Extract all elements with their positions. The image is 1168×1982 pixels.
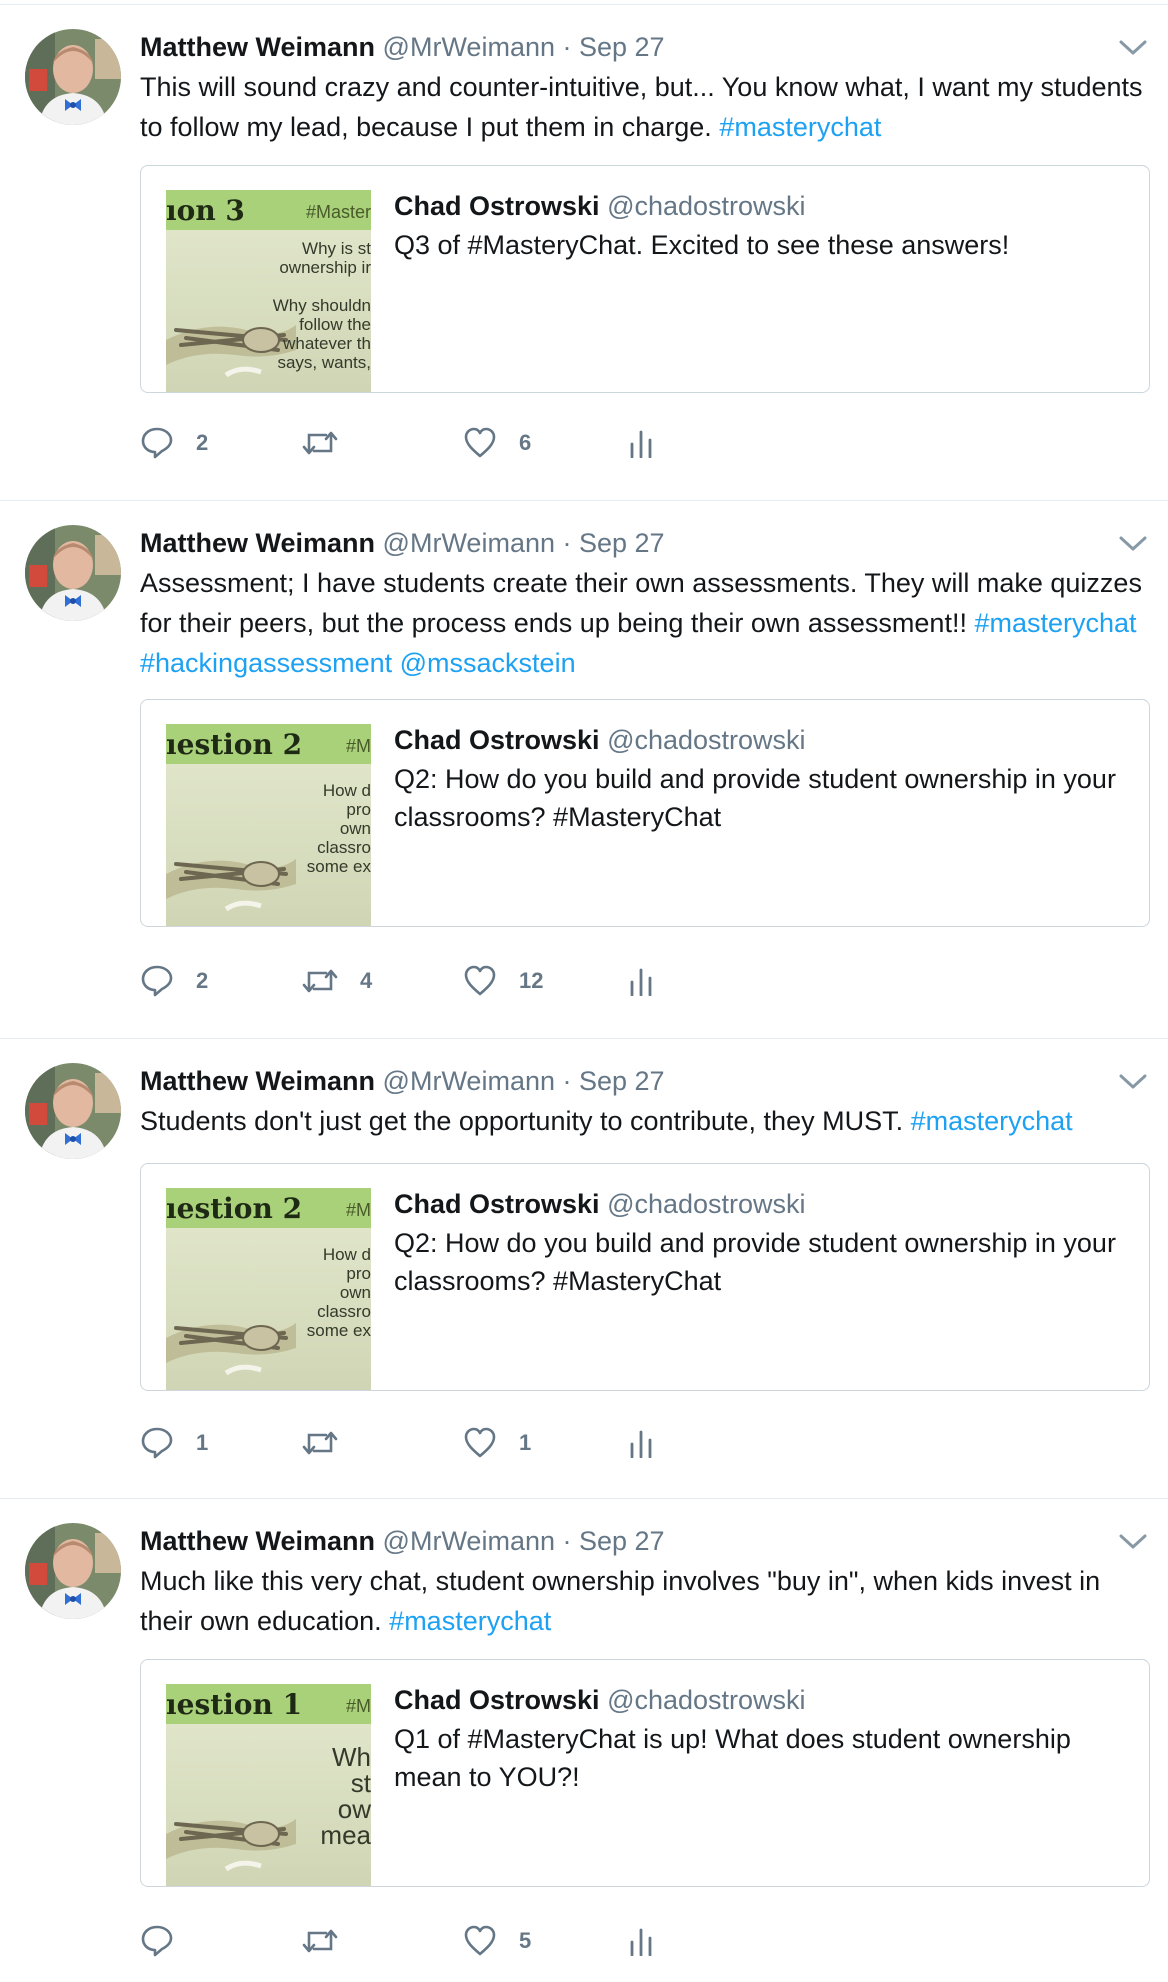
- tweet-text: [140, 1101, 1150, 1141]
- reply-button[interactable]: [140, 1921, 196, 1961]
- retweet-arrows-icon: [302, 1428, 338, 1458]
- heart-outline-icon: [463, 1925, 497, 1957]
- quoted-author-name[interactable]: Chad Ostrowski: [394, 191, 600, 221]
- quoted-author-handle[interactable]: @chadostrowski: [607, 725, 806, 755]
- tweet-text-segment: Much like this very chat, student ownership involves "buy in", when kids invest in their own education.: [140, 1566, 1101, 1636]
- reply-button[interactable]: [140, 423, 208, 463]
- image-caption-line: pro: [346, 800, 371, 819]
- tweet-date[interactable]: Sep 27: [579, 1066, 665, 1096]
- separator-dot: ·: [555, 528, 579, 558]
- reply-count: 2: [196, 968, 209, 993]
- quoted-tweet-text: Q1 of #MasteryChat is up! What does student ownership mean to YOU?!: [394, 1724, 1071, 1792]
- image-caption-line: some ex: [306, 857, 371, 876]
- retweet-button[interactable]: [302, 1423, 360, 1463]
- bar-chart-icon: [628, 428, 654, 458]
- reply-button[interactable]: [140, 1423, 208, 1463]
- image-caption-line: ownership ir: [279, 258, 371, 277]
- like-count: 5: [519, 1928, 532, 1953]
- author-name[interactable]: Matthew Weimann: [140, 528, 376, 558]
- like-button[interactable]: [463, 1921, 531, 1961]
- tweet[interactable]: [0, 500, 1168, 1038]
- image-hashtag-text: #Master: [305, 202, 371, 222]
- retweet-button[interactable]: [302, 961, 372, 1001]
- image-caption-line: How d: [322, 1245, 371, 1264]
- tweet-date[interactable]: Sep 27: [579, 32, 665, 62]
- tweet-text-segment: This will sound crazy and counter-intuitive, but... You know what, I want my students to follow my lead, because I put them in charge.: [140, 72, 1143, 142]
- chevron-down-icon[interactable]: [1118, 1531, 1148, 1553]
- quoted-tweet-text: Q3 of #MasteryChat. Excited to see these answers!: [394, 230, 1010, 260]
- tweet-actions: [140, 1921, 1040, 1961]
- image-caption-line: some ex: [306, 1321, 371, 1340]
- tweet-header: [140, 31, 665, 63]
- image-caption-line: classro: [317, 1302, 371, 1321]
- retweet-arrows-icon: [302, 428, 338, 458]
- image-caption-line: says, wants,: [277, 353, 371, 372]
- tweet-actions: [140, 961, 1040, 1001]
- quoted-tweet-card[interactable]: [140, 1163, 1150, 1391]
- like-button[interactable]: [463, 1423, 531, 1463]
- like-button[interactable]: [463, 423, 531, 463]
- retweet-count: 4: [360, 968, 373, 993]
- image-title-text: ıestion 2: [166, 728, 303, 761]
- image-hashtag-text: #M: [345, 736, 371, 756]
- image-caption-line: st: [350, 1768, 371, 1798]
- avatar[interactable]: [25, 29, 121, 125]
- tweet-text-segment: Assessment; I have students create their own assessments. They will make quizzes for their peers, but the process ends up being their own assessment!!: [140, 568, 1142, 638]
- quoted-tweet-image[interactable]: [166, 724, 371, 927]
- image-title-text: ıon 3: [166, 194, 245, 227]
- author-handle[interactable]: @MrWeimann: [382, 32, 555, 62]
- chevron-down-icon[interactable]: [1118, 1071, 1148, 1093]
- tweet[interactable]: [0, 1038, 1168, 1498]
- heart-outline-icon: [463, 1427, 497, 1459]
- chevron-down-icon[interactable]: [1118, 533, 1148, 555]
- quoted-tweet-image[interactable]: [166, 1188, 371, 1391]
- avatar[interactable]: [25, 525, 121, 621]
- like-count: 1: [519, 1430, 532, 1455]
- hashtag-link[interactable]: #masterychat #hackingassessment @mssackstein: [140, 608, 1137, 678]
- separator-dot: ·: [555, 1066, 579, 1096]
- speech-bubble-icon: [140, 964, 174, 998]
- tweet-date[interactable]: Sep 27: [579, 1526, 665, 1556]
- image-caption-line: whatever th: [283, 334, 371, 353]
- image-caption-line: own: [339, 1283, 371, 1302]
- quoted-tweet-card[interactable]: [140, 699, 1150, 927]
- heart-outline-icon: [463, 965, 497, 997]
- quoted-tweet-image[interactable]: [166, 190, 371, 393]
- image-caption-line: ow: [337, 1794, 371, 1824]
- quoted-author-handle[interactable]: @chadostrowski: [607, 1189, 806, 1219]
- bar-chart-icon: [628, 1428, 654, 1458]
- separator-dot: ·: [555, 32, 579, 62]
- retweet-arrows-icon: [302, 966, 338, 996]
- reply-count: 1: [196, 1430, 209, 1455]
- author-handle[interactable]: @MrWeimann: [382, 1066, 555, 1096]
- quoted-tweet-image[interactable]: [166, 1684, 371, 1887]
- image-caption-line: How d: [322, 781, 371, 800]
- image-caption-line: own: [339, 819, 371, 838]
- analytics-button[interactable]: [628, 961, 676, 1001]
- analytics-button[interactable]: [628, 423, 676, 463]
- image-hashtag-text: #M: [345, 1200, 371, 1220]
- author-name[interactable]: Matthew Weimann: [140, 1066, 376, 1096]
- quoted-tweet-header: [394, 724, 806, 756]
- retweet-arrows-icon: [302, 1926, 338, 1956]
- image-caption-line: follow the: [299, 315, 371, 334]
- tweet-date[interactable]: Sep 27: [579, 528, 665, 558]
- quoted-author-name[interactable]: Chad Ostrowski: [394, 1189, 600, 1219]
- image-caption-line: pro: [346, 1264, 371, 1283]
- like-button[interactable]: [463, 961, 543, 1001]
- tweet-header: [140, 527, 665, 559]
- quoted-author-name[interactable]: Chad Ostrowski: [394, 725, 600, 755]
- image-title-text: ıestion 1: [166, 1688, 303, 1721]
- quoted-author-handle[interactable]: @chadostrowski: [607, 1685, 806, 1715]
- quoted-tweet-card[interactable]: [140, 165, 1150, 393]
- tweet-text: [140, 67, 1150, 147]
- quoted-tweet-text: Q2: How do you build and provide student ownership in your classrooms? #MasteryChat: [394, 1228, 1116, 1296]
- quoted-author-name[interactable]: Chad Ostrowski: [394, 1685, 600, 1715]
- speech-bubble-icon: [140, 426, 174, 460]
- image-title-text: ıestion 2: [166, 1192, 303, 1225]
- bar-chart-icon: [628, 1926, 654, 1956]
- quoted-author-handle[interactable]: @chadostrowski: [607, 191, 806, 221]
- like-count: 12: [519, 968, 544, 993]
- like-count: 6: [519, 430, 532, 455]
- tweet[interactable]: [0, 1498, 1168, 1982]
- separator-dot: ·: [555, 1526, 579, 1556]
- image-caption-line: classro: [317, 838, 371, 857]
- quoted-tweet-text: Q2: How do you build and provide student ownership in your classrooms? #MasteryChat: [394, 764, 1116, 832]
- tweet-text: [140, 1561, 1150, 1641]
- quoted-tweet-header: [394, 190, 806, 222]
- author-name[interactable]: Matthew Weimann: [140, 32, 376, 62]
- tweet-actions: [140, 423, 1040, 463]
- image-hashtag-text: #M: [345, 1696, 371, 1716]
- speech-bubble-icon: [140, 1426, 174, 1460]
- author-handle[interactable]: @MrWeimann: [382, 528, 555, 558]
- speech-bubble-icon: [140, 1924, 174, 1958]
- reply-button[interactable]: [140, 961, 208, 1001]
- avatar[interactable]: [25, 1523, 121, 1619]
- image-caption-line: mea: [320, 1820, 371, 1850]
- hashtag-link[interactable]: #masterychat: [719, 112, 882, 142]
- tweet-header: [140, 1065, 665, 1097]
- hashtag-link[interactable]: #masterychat: [910, 1106, 1073, 1136]
- reply-count: 2: [196, 430, 209, 455]
- author-handle[interactable]: @MrWeimann: [382, 1526, 555, 1556]
- image-caption-line: Wh: [332, 1742, 371, 1772]
- image-caption-line: Why shouldn: [272, 296, 371, 315]
- hashtag-link[interactable]: #masterychat: [389, 1606, 552, 1636]
- quoted-tweet-header: [394, 1684, 806, 1716]
- chevron-down-icon[interactable]: [1118, 37, 1148, 59]
- quoted-tweet-header: [394, 1188, 806, 1220]
- author-name[interactable]: Matthew Weimann: [140, 1526, 376, 1556]
- retweet-button[interactable]: [302, 1921, 360, 1961]
- image-caption-line: Why is st: [302, 239, 371, 258]
- analytics-button[interactable]: [628, 1423, 676, 1463]
- tweet[interactable]: [0, 4, 1168, 500]
- heart-outline-icon: [463, 427, 497, 459]
- tweet-text: [140, 563, 1150, 683]
- analytics-button[interactable]: [628, 1921, 676, 1961]
- avatar[interactable]: [25, 1063, 121, 1159]
- quoted-tweet-card[interactable]: [140, 1659, 1150, 1887]
- tweet-actions: [140, 1423, 1040, 1463]
- retweet-button[interactable]: [302, 423, 360, 463]
- tweet-header: [140, 1525, 665, 1557]
- tweet-text-segment: Students don't just get the opportunity to contribute, they MUST.: [140, 1106, 911, 1136]
- bar-chart-icon: [628, 966, 654, 996]
